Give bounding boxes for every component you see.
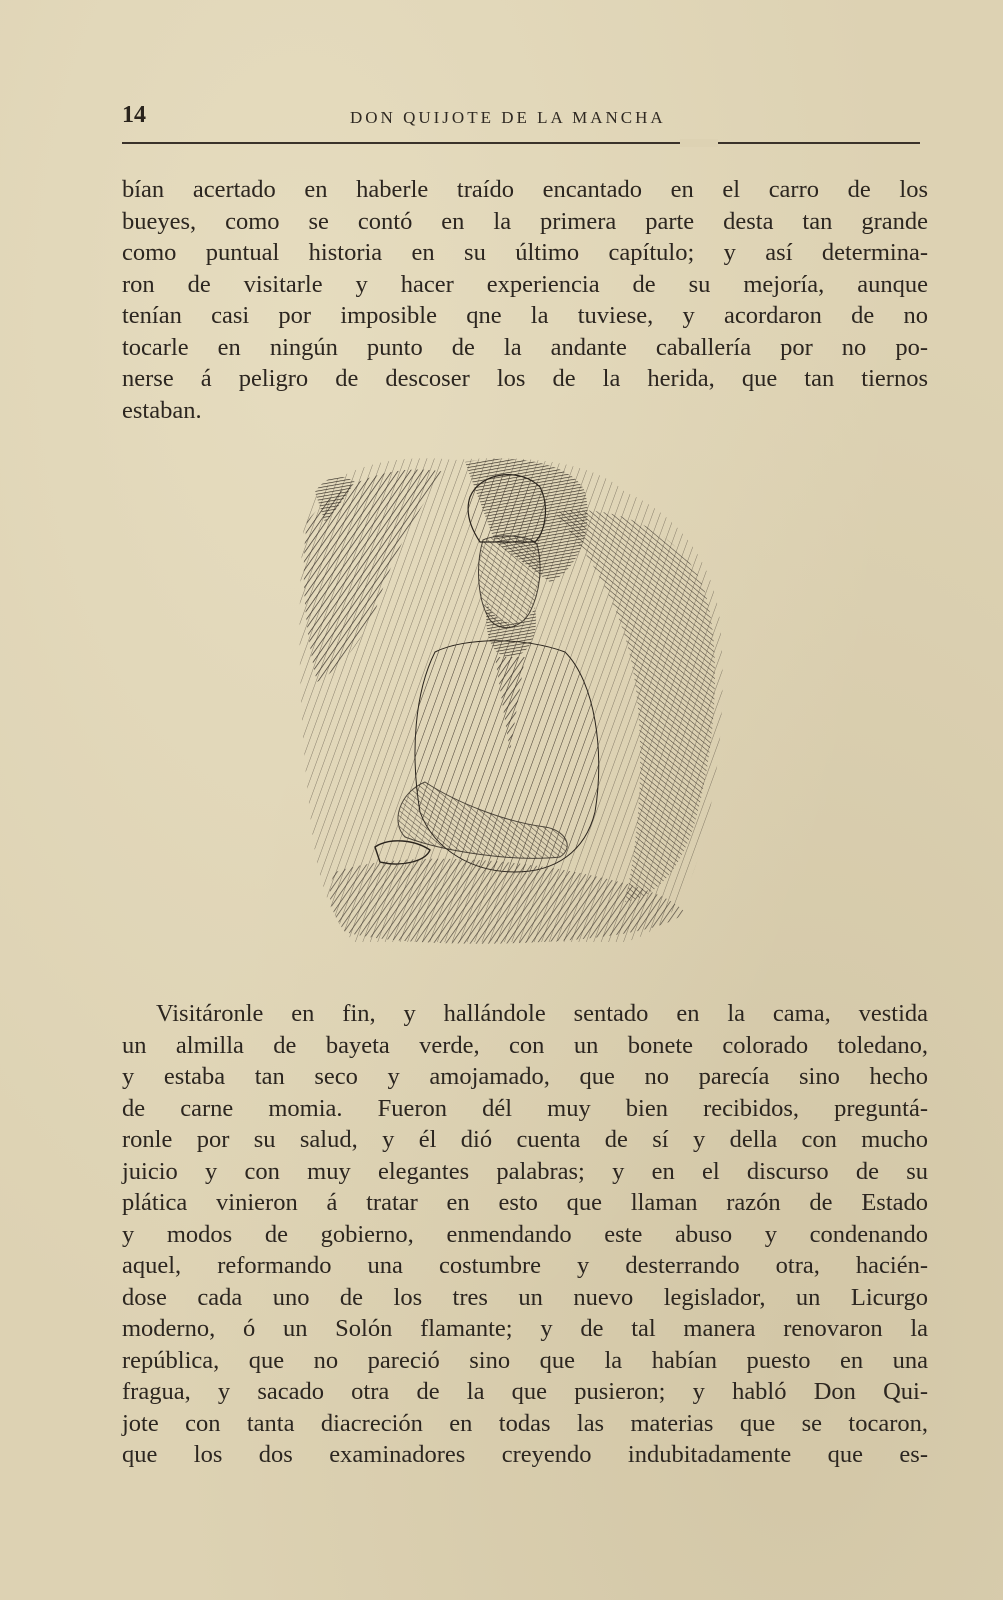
paragraph-2 bbox=[122, 998, 928, 1471]
running-title: DON QUIJOTE DE LA MANCHA bbox=[350, 108, 666, 127]
text-line: tocarle en ningún punto de la andante caballería por no po- bbox=[122, 333, 928, 361]
text-line: nerse á peligro de descoser los de la herida, que tan tiernos bbox=[122, 365, 928, 392]
text-line: ronle por su salud, y él dió cuenta de sí y della con mucho bbox=[122, 1126, 928, 1153]
text-line: que los dos examinadores creyendo indubitadamente que es- bbox=[122, 1441, 928, 1468]
text-line: aquel, reformando una costumbre y desterrando otra, hacién- bbox=[122, 1252, 928, 1279]
text-line: bueyes, como se contó en la primera parte desta tan grande bbox=[122, 207, 928, 235]
text-line: y estaba tan seco y amojamado, que no parecía sino hecho bbox=[122, 1063, 928, 1090]
text-line: y modos de gobierno, enmendando este abuso y condenando bbox=[122, 1220, 928, 1248]
text-line: jote con tanta diacreción en todas las materias que se tocaron, bbox=[122, 1409, 928, 1437]
text-line: plática vinieron á tratar en esto que llaman razón de Estado bbox=[122, 1189, 928, 1216]
text-line: como puntual historia en su último capítulo; y así determina- bbox=[122, 239, 928, 266]
text-line: de carne momia. Fueron dél muy bien recibidos, preguntá- bbox=[122, 1094, 928, 1122]
text-line: dose cada uno de los tres un nuevo legislador, un Licurgo bbox=[122, 1283, 928, 1311]
header-rule bbox=[122, 142, 920, 144]
running-head bbox=[122, 102, 922, 132]
text-line: ron de visitarle y hacer experiencia de su mejoría, aunque bbox=[122, 270, 928, 298]
text-line: estaban. bbox=[122, 396, 202, 424]
text-line: Visitáronle en fin, y hallándole sentado en la cama, vestida bbox=[156, 1000, 928, 1027]
paragraph-1 bbox=[122, 174, 928, 426]
text-line: tenían casi por imposible qne la tuviese, y acordaron de no bbox=[122, 302, 928, 329]
page-number: 14 bbox=[122, 102, 146, 128]
text-line: un almilla de bayeta verde, con un bonete colorado toledano, bbox=[122, 1031, 928, 1059]
header-rule-gap bbox=[680, 139, 718, 147]
text-line: república, que no pareció sino que la habían puesto en una bbox=[122, 1346, 928, 1374]
text-line: bían acertado en haberle traído encantado en el carro de los bbox=[122, 176, 928, 203]
text-line: fragua, y sacado otra de la que pusieron; y habló Don Qui- bbox=[122, 1378, 928, 1405]
text-line: moderno, ó un Solón flamante; y de tal manera renovaron la bbox=[122, 1315, 928, 1342]
engraving-illustration bbox=[295, 452, 735, 956]
text-line: juicio y con muy elegantes palabras; y en el discurso de su bbox=[122, 1157, 928, 1185]
